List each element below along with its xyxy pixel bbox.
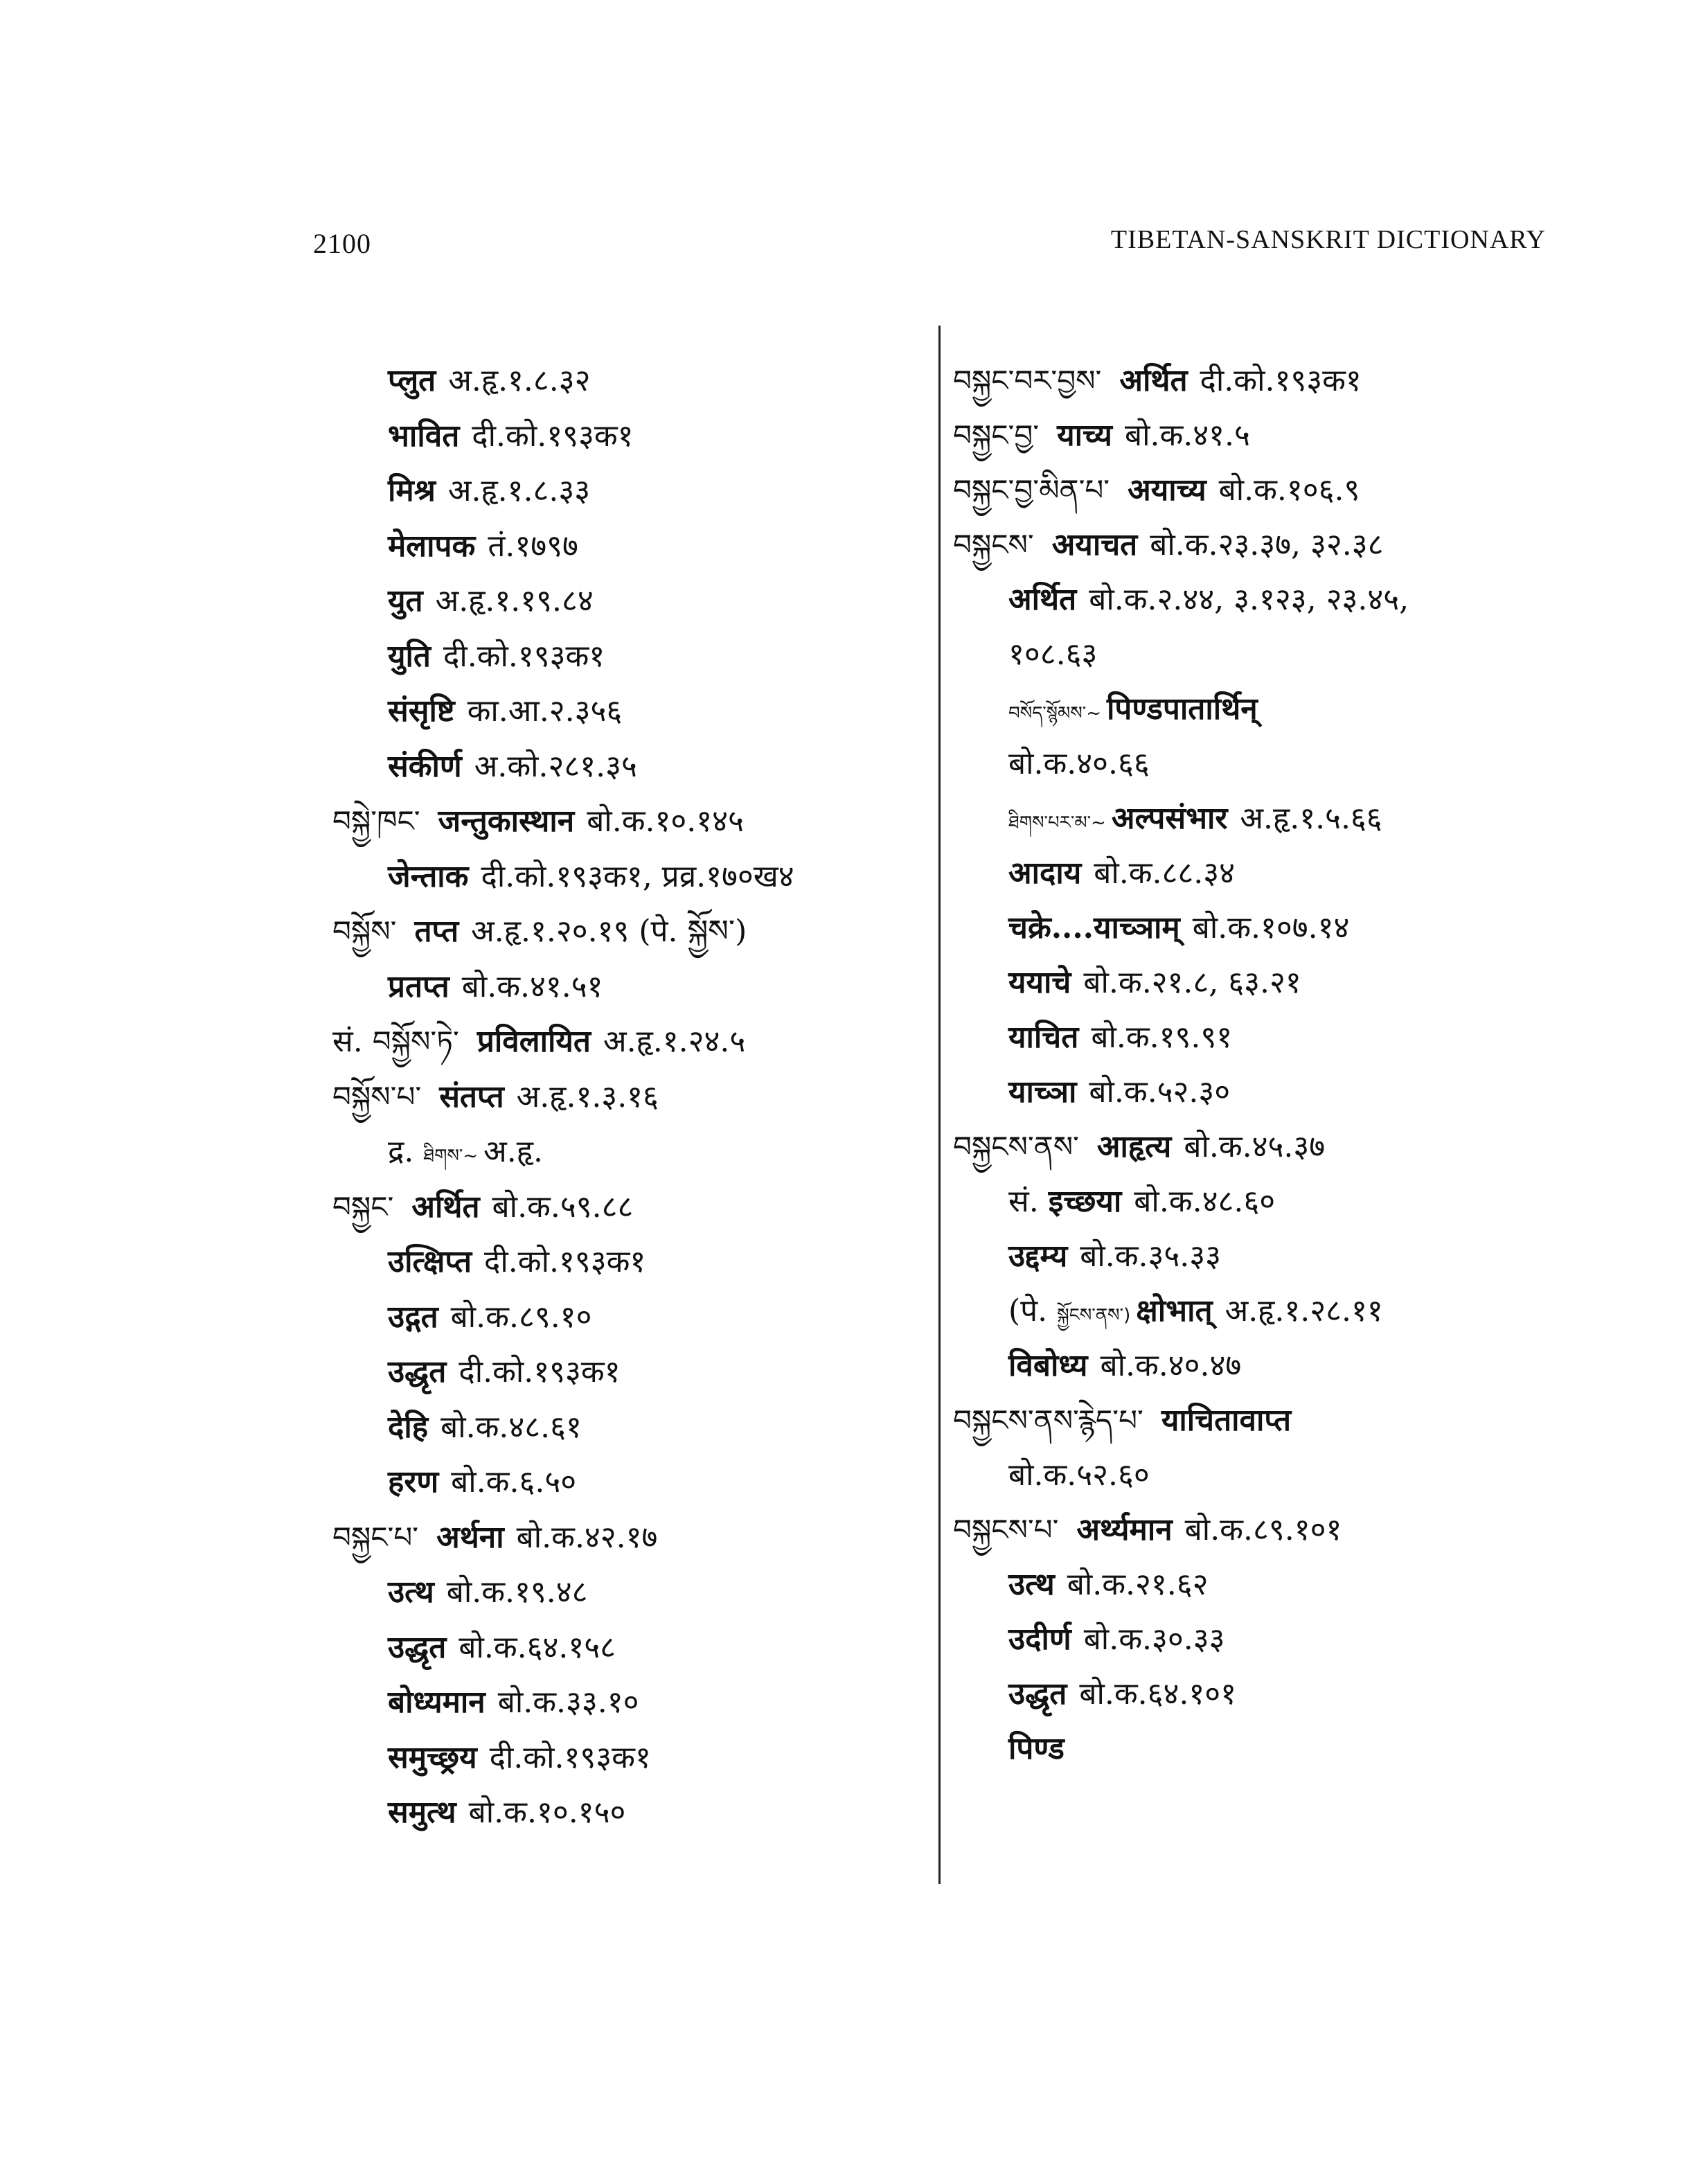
- sanskrit-equivalent: समुच्छ्रय: [388, 1739, 477, 1775]
- sanskrit-equivalent: आदाय: [1008, 855, 1082, 891]
- sanskrit-equivalent: ययाचे: [1008, 965, 1071, 1000]
- sanskrit-equivalent: जन्तुकास्थान: [438, 804, 575, 839]
- tibetan-compound: བསོད་སྙོམས་~: [1008, 703, 1102, 724]
- tibetan-compound: ཐིགས་~: [423, 1146, 479, 1166]
- dictionary-sub-entry: [388, 470, 590, 512]
- dictionary-sub-entry: [1008, 743, 1150, 785]
- sanskrit-equivalent: उदीर्ण: [1008, 1622, 1071, 1657]
- source-reference: बो.क.४२.१७: [516, 1519, 658, 1555]
- sanskrit-equivalent: संसृष्टि: [388, 693, 455, 729]
- sanskrit-equivalent: अल्पसंभार: [1111, 801, 1228, 836]
- source-reference: बो.क.३५.३३: [1080, 1239, 1222, 1274]
- dictionary-main-entry: [953, 360, 1362, 402]
- source-reference: बो.क.४०.४७: [1100, 1348, 1242, 1383]
- sanskrit-equivalent: याचित: [1008, 1020, 1079, 1055]
- sanskrit-equivalent: प्रतप्त: [388, 968, 449, 1004]
- sanskrit-equivalent: अयाचत: [1051, 527, 1138, 562]
- source-reference: बो.क.१०.१४५: [587, 804, 744, 839]
- tibetan-headword: བསྐྱངས་པ་: [953, 1513, 1059, 1547]
- sanskrit-equivalent: समुत्थ: [388, 1795, 456, 1830]
- source-reference: बो.क.४१.५१: [461, 968, 603, 1004]
- dictionary-sub-entry: [1008, 1619, 1224, 1660]
- sanskrit-equivalent: पिण्ड: [1008, 1731, 1065, 1766]
- dictionary-sub-entry: [1008, 1290, 1383, 1336]
- dictionary-sub-entry: [1008, 634, 1097, 675]
- sanskrit-equivalent: अर्थित: [1119, 363, 1188, 398]
- source-reference: अ.हृ.१.५.६६: [1240, 801, 1382, 836]
- tibetan-headword: བསྐྱོས་ཏེ་: [372, 1024, 459, 1058]
- source-reference: अ.को.२८१.३५: [474, 748, 637, 784]
- dictionary-sub-entry: [1008, 907, 1349, 949]
- dictionary-sub-entry: [388, 1351, 621, 1393]
- source-reference: बो.क.४१.५: [1124, 418, 1250, 453]
- dictionary-main-entry: [332, 1021, 745, 1063]
- source-reference: बो.क.८९.१०: [450, 1299, 592, 1335]
- entry-prefix: (पे.: [1008, 1293, 1048, 1329]
- dictionary-sub-entry: [1008, 1017, 1232, 1058]
- dictionary-sub-entry: [1008, 962, 1301, 1004]
- tibetan-headword: བསྐྱོས་པ་: [332, 1079, 422, 1114]
- dictionary-sub-entry: [388, 580, 594, 622]
- source-reference: बो.क.३३.१०: [497, 1685, 639, 1720]
- source-reference: बो.क.१०७.१४: [1192, 910, 1350, 945]
- source-reference: दी.को.१९३क१: [472, 418, 634, 454]
- dictionary-sub-entry: [388, 1241, 645, 1283]
- dictionary-sub-entry: [388, 1627, 616, 1669]
- source-reference: बो.क.५२.६०: [1008, 1457, 1150, 1493]
- sanskrit-equivalent: उद्धृत: [388, 1354, 447, 1390]
- sanskrit-equivalent: अर्थित: [411, 1189, 480, 1225]
- dictionary-sub-entry: [1008, 579, 1409, 621]
- dictionary-sub-entry: [1008, 853, 1235, 894]
- page-number: 2100: [313, 228, 371, 259]
- dictionary-main-entry: [332, 1187, 633, 1228]
- source-reference: का.आ.२.३५६: [467, 693, 623, 729]
- sanskrit-equivalent: याचितावाप्त: [1161, 1403, 1292, 1438]
- source-reference: तं.१७९७: [488, 528, 578, 564]
- sanskrit-equivalent: चक्रे....याच्ञाम्: [1008, 910, 1180, 945]
- source-reference: बो.क.२१.६२: [1067, 1567, 1209, 1602]
- source-reference: अ.हृ.१.१९.८४: [435, 583, 594, 619]
- tibetan-headword: བསྐྱངས་ནས་: [953, 1130, 1079, 1164]
- source-reference: बो.क.६४.१५८: [458, 1629, 616, 1665]
- dictionary-sub-entry: [388, 526, 578, 567]
- sanskrit-equivalent: उत्थ: [1008, 1567, 1055, 1602]
- sanskrit-equivalent: आहृत्य: [1096, 1129, 1172, 1164]
- tibetan-headword: བསྐྱང་པ་: [332, 1520, 419, 1554]
- sanskrit-equivalent: विबोध्य: [1008, 1348, 1088, 1383]
- source-reference: बो.क.१०६.९: [1218, 472, 1360, 508]
- source-reference: अ.हृ.: [483, 1134, 543, 1169]
- tibetan-headword: བསྐྱངས་ནས་རྙེད་པ་: [953, 1403, 1143, 1437]
- sanskrit-equivalent: संतप्त: [439, 1078, 504, 1115]
- source-reference: अ.हृ.१.२०.१९ (पे. སྐྱོས་): [471, 914, 747, 949]
- dictionary-main-entry: [332, 911, 747, 952]
- sanskrit-equivalent: उद्धृत: [1008, 1676, 1067, 1712]
- source-reference: बो.क.१९.९१: [1091, 1020, 1233, 1055]
- source-reference: बो.क.४०.६६: [1008, 746, 1150, 781]
- sanskrit-equivalent: संकीर्ण: [388, 748, 462, 784]
- dictionary-sub-entry: [388, 416, 634, 457]
- dictionary-sub-entry: [388, 1737, 651, 1779]
- dictionary-main-entry: [953, 415, 1250, 456]
- source-reference: अ.हृ.१.३.१६: [516, 1078, 659, 1115]
- source-reference: बो.क.२१.८, ६३.२१: [1083, 965, 1301, 1000]
- source-reference: बो.क.८९.१०१: [1184, 1512, 1342, 1547]
- source-reference: बो.क.१०.१५०: [468, 1795, 626, 1830]
- sanskrit-equivalent: इच्छया: [1048, 1184, 1122, 1219]
- sanskrit-equivalent: उत्थ: [388, 1574, 434, 1610]
- tibetan-headword: བསྐྱང་: [332, 1189, 394, 1224]
- dictionary-sub-entry: [388, 856, 794, 898]
- dictionary-main-entry: [953, 470, 1360, 511]
- source-reference: बो.क.३०.३३: [1083, 1622, 1225, 1657]
- source-reference: दी.को.१९३क१, प्रव्र.१७०ख४: [481, 858, 794, 894]
- dictionary-sub-entry: [1008, 1673, 1236, 1715]
- source-reference: दी.को.१९३क१: [443, 638, 605, 674]
- source-reference: बो.क.१९.४८: [446, 1574, 588, 1610]
- dictionary-sub-entry: [1008, 689, 1270, 734]
- sanskrit-equivalent: युति: [388, 638, 431, 674]
- dictionary-main-entry: [332, 1076, 659, 1118]
- dictionary-sub-entry: [388, 1407, 582, 1448]
- dictionary-sub-entry: [388, 1462, 576, 1503]
- sanskrit-equivalent: याच्य: [1057, 418, 1112, 453]
- dictionary-sub-entry: [388, 1792, 625, 1834]
- source-reference: अ.हृ.१.८.३३: [447, 473, 591, 508]
- sanskrit-equivalent: याच्ञा: [1008, 1074, 1077, 1110]
- source-reference: दी.को.१९३क१: [458, 1354, 621, 1390]
- dictionary-sub-entry: [388, 636, 605, 677]
- tibetan-headword: བསྐྱེ་ཁང་: [332, 804, 420, 838]
- dictionary-sub-entry: [388, 360, 591, 402]
- tibetan-headword: བསྐྱང་བར་བྱས་: [953, 364, 1102, 398]
- tibetan-headword: བསྐྱང་བྱ་: [953, 418, 1040, 452]
- dictionary-main-entry: [332, 801, 744, 842]
- dictionary-sub-entry: [1008, 1728, 1077, 1770]
- sanskrit-equivalent: हरण: [388, 1464, 439, 1500]
- sanskrit-equivalent: उद्धृत: [388, 1629, 447, 1665]
- source-reference: दी.को.१९३क१: [1200, 363, 1362, 398]
- dictionary-main-entry: [953, 1400, 1303, 1441]
- entry-prefix: द्र.: [388, 1134, 414, 1169]
- sanskrit-equivalent: उद्दम्य: [1008, 1239, 1068, 1274]
- sanskrit-equivalent: उद्गत: [388, 1299, 438, 1335]
- sanskrit-equivalent: प्लुत: [388, 363, 436, 398]
- column-divider: [938, 326, 941, 1884]
- sanskrit-equivalent: अर्थित: [1008, 582, 1077, 617]
- source-reference: बो.क.८८.३४: [1094, 855, 1236, 891]
- source-reference: बो.क.२.४४, ३.१२३, २३.४५,: [1089, 582, 1409, 617]
- sanskrit-equivalent: बोध्यमान: [388, 1685, 486, 1720]
- tibetan-headword: བསྐྱང་བྱ་མིན་པ་: [953, 473, 1110, 507]
- sanskrit-equivalent: देहि: [388, 1409, 429, 1445]
- dictionary-sub-entry: [1008, 1455, 1150, 1496]
- entry-prefix: सं.: [332, 1024, 363, 1059]
- tibetan-compound: སྐྱོངས་ནས་): [1057, 1305, 1131, 1326]
- sanskrit-equivalent: भावित: [388, 418, 460, 454]
- tibetan-headword: བསྐྱངས་: [953, 528, 1034, 562]
- dictionary-sub-entry: [388, 1297, 591, 1338]
- sanskrit-equivalent: अर्थना: [436, 1519, 504, 1555]
- source-reference: बो.क.६४.१०१: [1079, 1676, 1237, 1712]
- dictionary-sub-entry: [1008, 798, 1382, 844]
- sanskrit-equivalent: अयाच्य: [1128, 472, 1206, 508]
- sanskrit-equivalent: जेन्ताक: [388, 858, 469, 894]
- entry-prefix: सं.: [1008, 1184, 1039, 1219]
- dictionary-sub-entry: [388, 966, 603, 1008]
- sanskrit-equivalent: क्षोभात्: [1136, 1293, 1213, 1329]
- sanskrit-equivalent: उत्क्षिप्त: [388, 1244, 472, 1279]
- source-reference: बो.क.२३.३७, ३२.३८: [1150, 527, 1384, 562]
- sanskrit-equivalent: तप्त: [414, 914, 459, 949]
- sanskrit-equivalent: अर्थ्यमान: [1076, 1512, 1173, 1547]
- dictionary-sub-entry: [1008, 1345, 1241, 1387]
- dictionary-main-entry: [332, 1517, 657, 1559]
- sanskrit-equivalent: प्रविलायित: [477, 1024, 591, 1059]
- tibetan-headword: བསྐྱོས་: [332, 914, 397, 948]
- dictionary-sub-entry: [1008, 1181, 1275, 1223]
- dictionary-sub-entry: [1008, 1236, 1221, 1277]
- sanskrit-equivalent: युत: [388, 583, 423, 619]
- source-reference: बो.क.४५.३७: [1184, 1129, 1326, 1164]
- dictionary-sub-entry: [388, 746, 637, 788]
- dictionary-sub-entry: [1008, 1564, 1209, 1606]
- source-reference: दी.को.१९३क१: [484, 1244, 646, 1279]
- sanskrit-equivalent: मेलापक: [388, 528, 476, 564]
- dictionary-sub-entry: [388, 1682, 639, 1723]
- dictionary-sub-entry: [1008, 1072, 1230, 1113]
- sanskrit-equivalent: मिश्र: [388, 473, 436, 508]
- dictionary-sub-entry: [388, 1572, 588, 1613]
- source-reference: अ.हृ.१.२८.११: [1224, 1293, 1383, 1329]
- tibetan-compound: ཐིགས་པར་མ་~: [1008, 813, 1106, 833]
- source-reference: दी.को.१९३क१: [489, 1739, 651, 1775]
- source-reference: १०८.६३: [1008, 637, 1098, 672]
- running-header: TIBETAN-SANSKRIT DICTIONARY: [1110, 225, 1546, 254]
- source-reference: अ.हृ.१.२४.५: [603, 1024, 746, 1059]
- source-reference: बो.क.६.५०: [451, 1464, 577, 1500]
- dictionary-main-entry: [953, 524, 1384, 566]
- source-reference: बो.क.४८.६०: [1134, 1184, 1276, 1219]
- dictionary-sub-entry: [388, 691, 622, 732]
- source-reference: बो.क.५९.८८: [492, 1189, 634, 1225]
- dictionary-main-entry: [953, 1509, 1342, 1551]
- source-reference: बो.क.४८.६१: [440, 1409, 582, 1445]
- sanskrit-equivalent: पिण्डपातार्थिन्: [1107, 691, 1258, 727]
- dictionary-sub-entry: [388, 1131, 543, 1177]
- source-reference: अ.हृ.१.८.३२: [448, 363, 591, 398]
- source-reference: बो.क.५२.३०: [1089, 1074, 1231, 1110]
- dictionary-main-entry: [953, 1126, 1325, 1168]
